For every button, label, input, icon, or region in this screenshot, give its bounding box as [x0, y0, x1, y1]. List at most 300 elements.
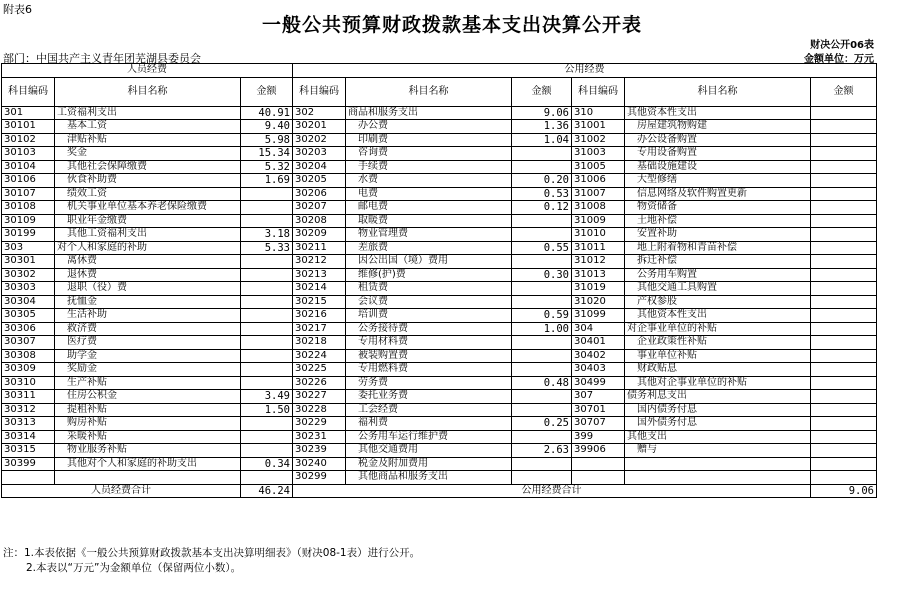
cell-name: 其他对企事业单位的补贴	[625, 376, 811, 390]
cell-name: 办公设备购置	[625, 133, 811, 147]
cell-code: 30102	[2, 133, 55, 147]
cell-name	[55, 471, 241, 485]
cell-code: 30204	[293, 160, 346, 174]
cell-code: 30206	[293, 187, 346, 201]
cell-code: 30231	[293, 430, 346, 444]
col-header-amount: 金额	[241, 77, 293, 106]
cell-code: 31013	[572, 268, 625, 282]
department-label: 部门：中国共产主义青年团芜湖县委员会	[3, 52, 201, 65]
cell-amount: 1.69	[241, 174, 293, 188]
cell-code: 30211	[293, 241, 346, 255]
cell-code: 30399	[2, 457, 55, 471]
cell-amount	[512, 430, 572, 444]
cell-code: 30208	[293, 214, 346, 228]
cell-name: 住房公积金	[55, 390, 241, 404]
table-row	[2, 363, 877, 377]
cell-code: 30213	[293, 268, 346, 282]
table-row	[2, 255, 877, 269]
cell-code: 399	[572, 430, 625, 444]
cell-code: 31010	[572, 228, 625, 242]
cell-amount	[512, 349, 572, 363]
cell-code: 30307	[2, 336, 55, 350]
cell-code: 30205	[293, 174, 346, 188]
cell-amount	[811, 228, 877, 242]
cell-code: 31005	[572, 160, 625, 174]
table-row	[2, 241, 877, 255]
cell-amount	[811, 444, 877, 458]
cell-amount: 0.53	[512, 187, 572, 201]
cell-name: 奖励金	[55, 363, 241, 377]
group-header-personnel: 人员经费	[2, 64, 293, 78]
cell-code: 30215	[293, 295, 346, 309]
cell-code: 310	[572, 106, 625, 120]
table-row	[2, 120, 877, 134]
report-code: 财决公开06表	[810, 40, 874, 51]
cell-name: 咨询费	[346, 147, 512, 161]
cell-amount	[811, 241, 877, 255]
cell-name: 其他交通费用	[346, 444, 512, 458]
cell-amount	[811, 160, 877, 174]
cell-amount	[512, 457, 572, 471]
cell-amount	[811, 282, 877, 296]
note-1: 注：1.本表依据《一般公共预算财政拨款基本支出决算明细表》（财决08-1表）进行公开。	[3, 547, 421, 559]
cell-code: 30240	[293, 457, 346, 471]
cell-amount	[811, 363, 877, 377]
cell-code: 31003	[572, 147, 625, 161]
cell-name: 奖金	[55, 147, 241, 161]
cell-code: 30104	[2, 160, 55, 174]
table-row	[2, 390, 877, 404]
cell-code: 30302	[2, 268, 55, 282]
cell-code: 30108	[2, 201, 55, 215]
cell-code: 30314	[2, 430, 55, 444]
cell-name	[625, 457, 811, 471]
cell-name: 福利费	[346, 417, 512, 431]
cell-code: 30312	[2, 403, 55, 417]
cell-amount	[241, 471, 293, 485]
cell-amount	[512, 255, 572, 269]
total-public-label: 公用经费合计	[293, 484, 811, 498]
cell-name: 基本工资	[55, 120, 241, 134]
table-row	[2, 430, 877, 444]
table-row	[2, 201, 877, 215]
cell-code: 30101	[2, 120, 55, 134]
expenditure-table	[1, 63, 877, 498]
cell-amount	[241, 417, 293, 431]
cell-name: 采暖补贴	[55, 430, 241, 444]
cell-amount	[811, 120, 877, 134]
cell-amount: 0.48	[512, 376, 572, 390]
cell-amount: 0.12	[512, 201, 572, 215]
cell-name: 伙食补助费	[55, 174, 241, 188]
cell-amount: 0.30	[512, 268, 572, 282]
cell-code: 31099	[572, 309, 625, 323]
cell-name: 事业单位补贴	[625, 349, 811, 363]
total-personnel-label: 人员经费合计	[2, 484, 241, 498]
table-row	[2, 228, 877, 242]
table-row	[2, 376, 877, 390]
cell-amount: 1.50	[241, 403, 293, 417]
cell-amount	[241, 336, 293, 350]
cell-name: 抚恤金	[55, 295, 241, 309]
col-header-code: 科目编码	[2, 77, 55, 106]
cell-name: 离休费	[55, 255, 241, 269]
cell-amount: 0.25	[512, 417, 572, 431]
cell-name: 被装购置费	[346, 349, 512, 363]
cell-code: 30315	[2, 444, 55, 458]
cell-name: 其他社会保障缴费	[55, 160, 241, 174]
cell-amount	[811, 403, 877, 417]
cell-amount	[811, 268, 877, 282]
cell-name: 委托业务费	[346, 390, 512, 404]
cell-code: 30299	[293, 471, 346, 485]
col-header-code: 科目编码	[293, 77, 346, 106]
cell-amount: 2.63	[512, 444, 572, 458]
cell-name: 其他资本性支出	[625, 309, 811, 323]
cell-code: 30212	[293, 255, 346, 269]
cell-amount	[512, 160, 572, 174]
table-row	[2, 349, 877, 363]
cell-name: 会议费	[346, 295, 512, 309]
cell-code: 31002	[572, 133, 625, 147]
cell-code: 31020	[572, 295, 625, 309]
cell-code: 304	[572, 322, 625, 336]
group-header-public: 公用经费	[293, 64, 877, 78]
cell-amount	[241, 349, 293, 363]
cell-name: 差旅费	[346, 241, 512, 255]
cell-code: 301	[2, 106, 55, 120]
cell-name: 对企事业单位的补贴	[625, 322, 811, 336]
cell-name: 培训费	[346, 309, 512, 323]
cell-code: 39906	[572, 444, 625, 458]
cell-code: 30224	[293, 349, 346, 363]
col-header-amount: 金额	[512, 77, 572, 106]
cell-name: 信息网络及软件购置更新	[625, 187, 811, 201]
cell-code: 30218	[293, 336, 346, 350]
cell-code: 31019	[572, 282, 625, 296]
cell-name: 企业政策性补贴	[625, 336, 811, 350]
notes	[3, 546, 420, 576]
cell-code: 30301	[2, 255, 55, 269]
cell-code: 30202	[293, 133, 346, 147]
cell-name: 公务用车运行维护费	[346, 430, 512, 444]
cell-amount	[512, 295, 572, 309]
cell-amount	[811, 457, 877, 471]
table-row	[2, 268, 877, 282]
cell-name: 公务接待费	[346, 322, 512, 336]
cell-code: 31011	[572, 241, 625, 255]
cell-code: 30304	[2, 295, 55, 309]
cell-code: 30306	[2, 322, 55, 336]
cell-amount	[811, 133, 877, 147]
cell-code: 30303	[2, 282, 55, 296]
cell-name: 税金及附加费用	[346, 457, 512, 471]
cell-name: 手续费	[346, 160, 512, 174]
cell-name: 生活补助	[55, 309, 241, 323]
col-header-amount: 金额	[811, 77, 877, 106]
cell-name: 土地补偿	[625, 214, 811, 228]
cell-code: 30311	[2, 390, 55, 404]
cell-code: 30106	[2, 174, 55, 188]
cell-amount	[241, 187, 293, 201]
cell-amount	[811, 174, 877, 188]
cell-code: 30209	[293, 228, 346, 242]
cell-code: 30103	[2, 147, 55, 161]
cell-amount	[811, 255, 877, 269]
cell-amount	[512, 228, 572, 242]
cell-amount	[512, 390, 572, 404]
cell-name	[625, 471, 811, 485]
col-header-name: 科目名称	[55, 77, 241, 106]
table-row	[2, 174, 877, 188]
cell-amount	[811, 376, 877, 390]
cell-name: 物业服务补贴	[55, 444, 241, 458]
cell-code: 30203	[293, 147, 346, 161]
cell-code: 30309	[2, 363, 55, 377]
cell-code: 30239	[293, 444, 346, 458]
cell-name: 租赁费	[346, 282, 512, 296]
cell-name: 公务用车购置	[625, 268, 811, 282]
cell-code: 30199	[2, 228, 55, 242]
cell-name: 专用设备购置	[625, 147, 811, 161]
cell-code: 30707	[572, 417, 625, 431]
cell-name: 维修(护)费	[346, 268, 512, 282]
cell-code	[572, 471, 625, 485]
table-row	[2, 214, 877, 228]
cell-amount	[811, 106, 877, 120]
cell-name: 产权参股	[625, 295, 811, 309]
cell-name: 物业管理费	[346, 228, 512, 242]
page-title: 一般公共预算财政拨款基本支出决算公开表	[261, 14, 642, 36]
cell-name: 提租补贴	[55, 403, 241, 417]
cell-amount	[811, 309, 877, 323]
cell-code: 30310	[2, 376, 55, 390]
cell-amount	[811, 201, 877, 215]
cell-name: 机关事业单位基本养老保险缴费	[55, 201, 241, 215]
cell-amount: 5.33	[241, 241, 293, 255]
cell-code: 303	[2, 241, 55, 255]
cell-name: 专用燃料费	[346, 363, 512, 377]
cell-amount: 15.34	[241, 147, 293, 161]
cell-amount	[512, 282, 572, 296]
cell-amount	[811, 336, 877, 350]
cell-code: 30701	[572, 403, 625, 417]
cell-amount	[811, 430, 877, 444]
table-row	[2, 147, 877, 161]
cell-amount	[811, 417, 877, 431]
table-row	[2, 295, 877, 309]
cell-name: 职业年金缴费	[55, 214, 241, 228]
cell-code: 30207	[293, 201, 346, 215]
cell-name: 生产补贴	[55, 376, 241, 390]
cell-code	[572, 457, 625, 471]
cell-amount	[241, 322, 293, 336]
cell-amount: 1.36	[512, 120, 572, 134]
cell-amount	[241, 376, 293, 390]
table-row	[2, 444, 877, 458]
cell-amount	[811, 214, 877, 228]
cell-code: 30225	[293, 363, 346, 377]
cell-name: 拆迁补偿	[625, 255, 811, 269]
cell-code: 30499	[572, 376, 625, 390]
cell-name: 工会经费	[346, 403, 512, 417]
cell-code: 31007	[572, 187, 625, 201]
cell-code: 30402	[572, 349, 625, 363]
cell-name: 办公费	[346, 120, 512, 134]
cell-name: 安置补助	[625, 228, 811, 242]
cell-amount	[811, 471, 877, 485]
cell-code: 30305	[2, 309, 55, 323]
table-row	[2, 457, 877, 471]
table-row	[2, 133, 877, 147]
cell-name: 其他交通工具购置	[625, 282, 811, 296]
cell-amount	[811, 295, 877, 309]
col-header-code: 科目编码	[572, 77, 625, 106]
cell-amount	[512, 214, 572, 228]
cell-amount	[811, 147, 877, 161]
cell-name: 津贴补贴	[55, 133, 241, 147]
cell-name: 其他资本性支出	[625, 106, 811, 120]
cell-code: 307	[572, 390, 625, 404]
cell-amount: 5.32	[241, 160, 293, 174]
total-public-amount: 9.06	[811, 484, 877, 498]
cell-code: 30226	[293, 376, 346, 390]
cell-name: 绩效工资	[55, 187, 241, 201]
cell-name: 其他工资福利支出	[55, 228, 241, 242]
cell-amount: 9.40	[241, 120, 293, 134]
cell-amount	[512, 336, 572, 350]
cell-amount: 1.04	[512, 133, 572, 147]
cell-name: 水费	[346, 174, 512, 188]
cell-amount: 9.06	[512, 106, 572, 120]
cell-name: 地上附着物和青苗补偿	[625, 241, 811, 255]
amount-unit-label: 金额单位：万元	[804, 54, 874, 65]
cell-code: 30109	[2, 214, 55, 228]
cell-name: 电费	[346, 187, 512, 201]
table-row	[2, 282, 877, 296]
attachment-label: 附表6	[3, 3, 32, 16]
cell-code: 30107	[2, 187, 55, 201]
cell-code: 302	[293, 106, 346, 120]
cell-amount	[512, 147, 572, 161]
cell-name: 助学金	[55, 349, 241, 363]
cell-amount	[241, 255, 293, 269]
table-row	[2, 160, 877, 174]
cell-amount: 5.98	[241, 133, 293, 147]
cell-amount	[241, 214, 293, 228]
cell-name: 对个人和家庭的补助	[55, 241, 241, 255]
note-2: 2.本表以“万元”为金额单位（保留两位小数）。	[26, 562, 242, 574]
cell-amount: 0.55	[512, 241, 572, 255]
cell-code: 30228	[293, 403, 346, 417]
table-row	[2, 403, 877, 417]
cell-amount	[811, 322, 877, 336]
cell-name: 债务利息支出	[625, 390, 811, 404]
cell-amount: 0.59	[512, 309, 572, 323]
cell-code: 30308	[2, 349, 55, 363]
cell-amount	[241, 268, 293, 282]
cell-amount	[241, 444, 293, 458]
cell-code: 30217	[293, 322, 346, 336]
cell-code: 30216	[293, 309, 346, 323]
cell-code: 30313	[2, 417, 55, 431]
cell-name: 退职（役）费	[55, 282, 241, 296]
cell-name: 劳务费	[346, 376, 512, 390]
cell-code: 31008	[572, 201, 625, 215]
cell-code: 30229	[293, 417, 346, 431]
cell-code: 30201	[293, 120, 346, 134]
cell-code: 31006	[572, 174, 625, 188]
cell-amount: 1.00	[512, 322, 572, 336]
cell-name: 邮电费	[346, 201, 512, 215]
cell-name: 国内债务付息	[625, 403, 811, 417]
cell-amount: 3.49	[241, 390, 293, 404]
cell-name: 因公出国（境）费用	[346, 255, 512, 269]
cell-amount: 40.91	[241, 106, 293, 120]
cell-code: 30227	[293, 390, 346, 404]
cell-amount	[241, 363, 293, 377]
cell-code: 31012	[572, 255, 625, 269]
cell-name: 基础设施建设	[625, 160, 811, 174]
cell-name: 印刷费	[346, 133, 512, 147]
cell-amount	[512, 363, 572, 377]
cell-name: 商品和服务支出	[346, 106, 512, 120]
cell-amount	[811, 390, 877, 404]
col-header-name: 科目名称	[346, 77, 512, 106]
cell-name: 工资福利支出	[55, 106, 241, 120]
total-personnel-amount: 46.24	[241, 484, 293, 498]
cell-name: 大型修缮	[625, 174, 811, 188]
cell-code	[2, 471, 55, 485]
cell-code: 30403	[572, 363, 625, 377]
cell-amount	[811, 187, 877, 201]
cell-amount	[241, 430, 293, 444]
cell-amount	[512, 471, 572, 485]
cell-amount	[811, 349, 877, 363]
col-header-name: 科目名称	[625, 77, 811, 106]
table-row	[2, 417, 877, 431]
table-row	[2, 336, 877, 350]
table-row	[2, 322, 877, 336]
cell-amount	[241, 201, 293, 215]
cell-amount	[241, 295, 293, 309]
cell-name: 取暖费	[346, 214, 512, 228]
cell-code: 31001	[572, 120, 625, 134]
cell-amount	[241, 309, 293, 323]
cell-name: 其他商品和服务支出	[346, 471, 512, 485]
cell-amount: 0.34	[241, 457, 293, 471]
cell-name: 专用材料费	[346, 336, 512, 350]
cell-name: 财政贴息	[625, 363, 811, 377]
table-row	[2, 187, 877, 201]
table-row	[2, 471, 877, 485]
table-row	[2, 106, 877, 120]
table-row	[2, 309, 877, 323]
cell-name: 其他支出	[625, 430, 811, 444]
cell-code: 30401	[572, 336, 625, 350]
cell-name: 退休费	[55, 268, 241, 282]
cell-amount: 3.18	[241, 228, 293, 242]
cell-name: 赠与	[625, 444, 811, 458]
cell-name: 房屋建筑物购建	[625, 120, 811, 134]
cell-name: 医疗费	[55, 336, 241, 350]
cell-amount	[512, 403, 572, 417]
cell-code: 31009	[572, 214, 625, 228]
cell-name: 其他对个人和家庭的补助支出	[55, 457, 241, 471]
cell-name: 购房补贴	[55, 417, 241, 431]
cell-code: 30214	[293, 282, 346, 296]
cell-name: 物资储备	[625, 201, 811, 215]
